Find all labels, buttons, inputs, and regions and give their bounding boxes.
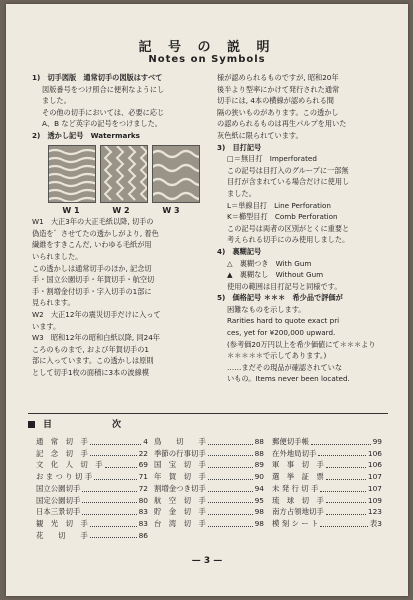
toc-entry-page: 107 — [367, 472, 382, 482]
watermark-label-w1: W 1 — [62, 205, 80, 215]
toc-entry-title: 年 賀 切 手 — [154, 472, 206, 482]
watermark-w3-continuation — [217, 72, 385, 142]
toc-entry-title: 鳥 切 手 — [154, 437, 206, 446]
text-line: ＊＊＊＊＊で示してあります。) — [227, 351, 327, 361]
toc-entry-title: 国立公園切手 — [36, 483, 81, 493]
section-price-heading: 5) 価格記号 ＊＊＊ 希少品で評価が — [217, 293, 343, 303]
page-title: 記 号 の 説 明 — [138, 40, 276, 55]
text-line: ……まだその現品が確認されていな — [227, 362, 343, 372]
text-line: A、B など英字の記号をつけました。 — [42, 119, 162, 129]
toc-entry[interactable] — [154, 483, 264, 495]
toc-heading — [28, 417, 135, 430]
toc-entry-title: 台 湾 切 手 — [154, 518, 206, 528]
text-line: W3 昭和12年の昭和白紙以降, 同24年 — [32, 333, 160, 343]
text-line: 手・割増金付切手・字入切手の1部に — [32, 286, 152, 296]
toc-entry[interactable] — [36, 506, 148, 518]
toc-leader-dots — [326, 506, 366, 515]
section-price-body — [217, 304, 385, 385]
toc-entry[interactable] — [36, 518, 148, 530]
toc-entry-page: 95 — [254, 495, 264, 505]
toc-entry[interactable] — [154, 471, 264, 483]
text-line: 灰色紙に限られています。 — [217, 130, 303, 140]
toc-entry-title: 在外地局切手 — [272, 448, 317, 458]
toc-leader-dots — [82, 495, 136, 504]
toc-leader-dots — [320, 483, 366, 492]
toc-entry-page: 83 — [138, 518, 148, 528]
toc-entry[interactable] — [272, 483, 382, 495]
text-line: 図版番号をつけ照合に便利なようにし — [42, 84, 165, 94]
left-column — [32, 72, 208, 378]
section-plate-numbers-body — [32, 84, 208, 130]
toc-leader-dots — [208, 436, 253, 445]
toc-entry-page: 83 — [138, 507, 148, 517]
watermark-samples — [48, 145, 208, 203]
toc-entry[interactable] — [36, 495, 148, 507]
toc-entry[interactable] — [272, 506, 382, 518]
toc-entry[interactable] — [272, 495, 382, 507]
text-line: W2 大正12年の震災切手だけに入って — [32, 309, 161, 319]
text-line: この記号は目打入のグループに一部無 — [227, 165, 349, 175]
right-column — [217, 72, 385, 385]
section-gum-heading: 4) 裏糊記号 — [217, 246, 262, 256]
toc-entry-page: 90 — [254, 472, 264, 482]
text-line: 使用の範囲は目打記号と同様です。 — [227, 281, 342, 291]
text-line: 隔の狭いものがあります。この透かし — [217, 107, 339, 117]
text-line: ces, yet for ¥200,000 upward. — [227, 328, 336, 338]
toc-leader-dots — [326, 495, 366, 504]
toc-entry-page: 22 — [138, 448, 148, 458]
text-line: の認められるものは再生パルプを用いた — [217, 119, 347, 129]
toc-entry[interactable] — [272, 448, 382, 460]
watermark-w3-image — [152, 145, 200, 203]
catalog-page — [6, 4, 408, 596]
text-line: 切手には, 4本の横線が認められる間 — [217, 96, 334, 106]
watermark-w2-image — [100, 145, 148, 203]
toc-entry[interactable] — [36, 436, 148, 448]
toc-entry[interactable] — [154, 459, 264, 471]
toc-leader-dots — [90, 518, 137, 527]
text-line: 手・国立公園切手・年賀切手・航空切 — [32, 275, 155, 285]
toc-entry-title: 国 宝 切 手 — [154, 460, 206, 470]
toc-entry-page: 107 — [367, 483, 382, 493]
watermark-w2-description — [32, 309, 208, 332]
toc-entry-title: 国定公園切手 — [36, 495, 81, 505]
toc-entry-page: 98 — [254, 507, 264, 517]
text-line: 繊維をすきこんだ, いわゆる毛紙が用 — [32, 240, 152, 250]
toc-leader-dots — [208, 518, 253, 527]
text-line: ました。 — [227, 188, 256, 198]
toc-entry-title: 航 空 切 手 — [154, 495, 206, 505]
text-line: 目打が含まれている場合だけに使用し — [227, 177, 350, 187]
toc-leader-dots — [90, 530, 137, 539]
text-line: L＝単線目打 Line Perforation — [227, 200, 331, 210]
watermark-label-w3: W 3 — [162, 205, 180, 215]
toc-entry-page: 86 — [138, 530, 148, 540]
text-line: この透かしは通常切手のほか, 記念切 — [32, 263, 152, 273]
toc-entry-page: 99 — [372, 437, 382, 446]
toc-entry-title: 日本三景切手 — [36, 507, 81, 517]
text-line: この記号は両者の区別がとくに重要と — [227, 223, 350, 233]
toc-entry-title: 観 光 切 手 — [36, 518, 88, 528]
watermark-label-w2: W 2 — [112, 205, 130, 215]
section-plate-numbers-heading: 1) 切手図版 通常切手の図版はすべて — [32, 73, 163, 82]
toc-entry[interactable] — [154, 518, 264, 530]
toc-leader-dots — [82, 483, 136, 492]
toc-column-1 — [36, 436, 148, 541]
toc-entry-page: 94 — [254, 483, 264, 493]
toc-leader-dots — [320, 518, 368, 527]
text-line: いもの。Items never been located. — [227, 374, 350, 384]
toc-leader-dots — [105, 459, 137, 468]
toc-entry-title: 軍 事 切 手 — [272, 460, 324, 470]
text-line: Rarities hard to quote exact pri — [227, 316, 340, 326]
text-line: 困難なものを示します。 — [227, 304, 306, 314]
watermark-w1-description — [32, 216, 208, 309]
text-line: □＝無目打 Imperforated — [227, 154, 317, 164]
toc-entry[interactable] — [272, 471, 382, 483]
toc-entry-title: 割増金つき切手 — [154, 483, 206, 493]
text-line: (参考価20万円以上を希少価値にて＊＊＊より — [227, 339, 376, 349]
toc-leader-dots — [208, 495, 253, 504]
text-line: います。 — [32, 321, 61, 331]
section-watermarks-heading: 2) 透かし記号 Watermarks — [32, 130, 140, 140]
section-perforation-heading: 3) 目打記号 — [217, 142, 262, 152]
toc-entry-page: 表3 — [369, 518, 382, 528]
toc-leader-dots — [90, 436, 142, 445]
toc-entry-title: 貯 金 切 手 — [154, 507, 206, 517]
text-line: 偽造を゛させてたの透かしがより, 着色 — [32, 228, 159, 238]
text-line: ころのものまで, および年賀切手の1 — [32, 344, 149, 354]
toc-leader-dots — [326, 459, 366, 468]
toc-leader-dots — [82, 506, 136, 515]
toc-entry[interactable] — [154, 495, 264, 507]
toc-entry[interactable] — [272, 436, 382, 448]
watermark-w3-description — [32, 332, 208, 378]
toc-entry-page: 106 — [367, 460, 382, 470]
toc-leader-dots — [208, 448, 253, 457]
toc-entry[interactable] — [36, 459, 148, 471]
text-line: として切手1枚の面積に3本の波線模 — [32, 367, 149, 377]
text-line: 見られます。 — [32, 298, 75, 308]
text-line: 考えられる切手にのみ使用しました。 — [227, 235, 350, 245]
toc-entry[interactable] — [154, 436, 264, 448]
toc-entry-page: 72 — [138, 483, 148, 493]
page-number: — 3 — — [191, 556, 223, 566]
text-line: K＝櫛型目打 Comb Perforation — [227, 212, 338, 222]
text-line: △ 裏糊つき With Gum — [227, 258, 312, 268]
toc-leader-dots — [208, 459, 253, 468]
toc-entry-title: 文 化 人 切 手 — [36, 460, 103, 470]
text-line: ▲ 裏糊なし Without Gum — [227, 270, 324, 280]
toc-entry-page: 69 — [138, 460, 148, 470]
toc-entry-page: 98 — [254, 518, 264, 528]
text-line: いられました。 — [32, 251, 83, 261]
section-gum-body — [217, 258, 385, 293]
toc-entry-title: 記 念 切 手 — [36, 448, 88, 458]
toc-entry[interactable] — [154, 506, 264, 518]
watermark-w1-image — [48, 145, 96, 203]
toc-entry[interactable] — [154, 448, 264, 460]
toc-leader-dots — [311, 436, 371, 445]
toc-entry-page: 106 — [367, 448, 382, 458]
toc-entry-title: お ま つ り 切 手 — [36, 472, 93, 482]
toc-entry-page: 88 — [254, 448, 264, 458]
text-line: W1 大正3年の大正毛紙以降, 切手の — [32, 217, 154, 227]
page-subtitle: Notes on Symbols — [148, 54, 266, 65]
toc-entry-title: 花 切 手 — [36, 530, 88, 540]
toc-leader-dots — [208, 483, 253, 492]
toc-leader-dots — [90, 448, 137, 457]
toc-entry-title: 季節の行事切手 — [154, 448, 206, 458]
text-line: 後半より型率にかけて発行された通常 — [217, 84, 340, 94]
toc-entry[interactable] — [272, 518, 382, 530]
section-perforation-body — [217, 153, 385, 246]
toc-heading-text: 目 次 — [43, 420, 136, 430]
watermark-labels — [46, 205, 208, 217]
toc-entry-page: 89 — [254, 460, 264, 470]
toc-entry[interactable] — [36, 483, 148, 495]
toc-entry-title: 選 挙 証 票 — [272, 472, 324, 482]
toc-entry-title: 南方占領地切手 — [272, 507, 324, 517]
toc-entry-title: 通 常 切 手 — [36, 437, 88, 446]
toc-entry-page: 88 — [254, 437, 264, 446]
toc-entry-title: 未 発 行 切 手 — [272, 483, 319, 493]
toc-entry[interactable] — [36, 448, 148, 460]
text-line: 様が認められるものですが, 昭和20年 — [217, 73, 339, 82]
toc-entry-title: 郵便切手帳 — [272, 437, 309, 446]
toc-leader-dots — [326, 471, 366, 480]
toc-leader-dots — [94, 471, 137, 480]
toc-entry-page: 123 — [367, 507, 382, 517]
toc-entry-page: 4 — [143, 437, 148, 446]
text-line: 部に入っています。この透かしは原則 — [32, 356, 154, 366]
toc-leader-dots — [318, 448, 366, 457]
toc-entry[interactable] — [272, 459, 382, 471]
toc-leader-dots — [208, 471, 253, 480]
square-bullet-icon — [28, 421, 35, 428]
toc-column-3 — [272, 436, 382, 530]
toc-entry-page: 80 — [138, 495, 148, 505]
toc-column-2 — [154, 436, 264, 530]
text-line: ました。 — [42, 96, 71, 106]
toc-entry-title: 模 刻 シ ー ト — [272, 518, 319, 528]
divider — [28, 413, 388, 414]
text-line: その他の切手においては、必要に応じ — [42, 107, 165, 117]
toc-entry[interactable] — [36, 530, 148, 542]
toc-entry[interactable] — [36, 471, 148, 483]
toc-entry-page: 109 — [367, 495, 382, 505]
toc-entry-title: 琉 球 切 手 — [272, 495, 324, 505]
toc-leader-dots — [208, 506, 253, 515]
toc-entry-page: 71 — [138, 472, 148, 482]
